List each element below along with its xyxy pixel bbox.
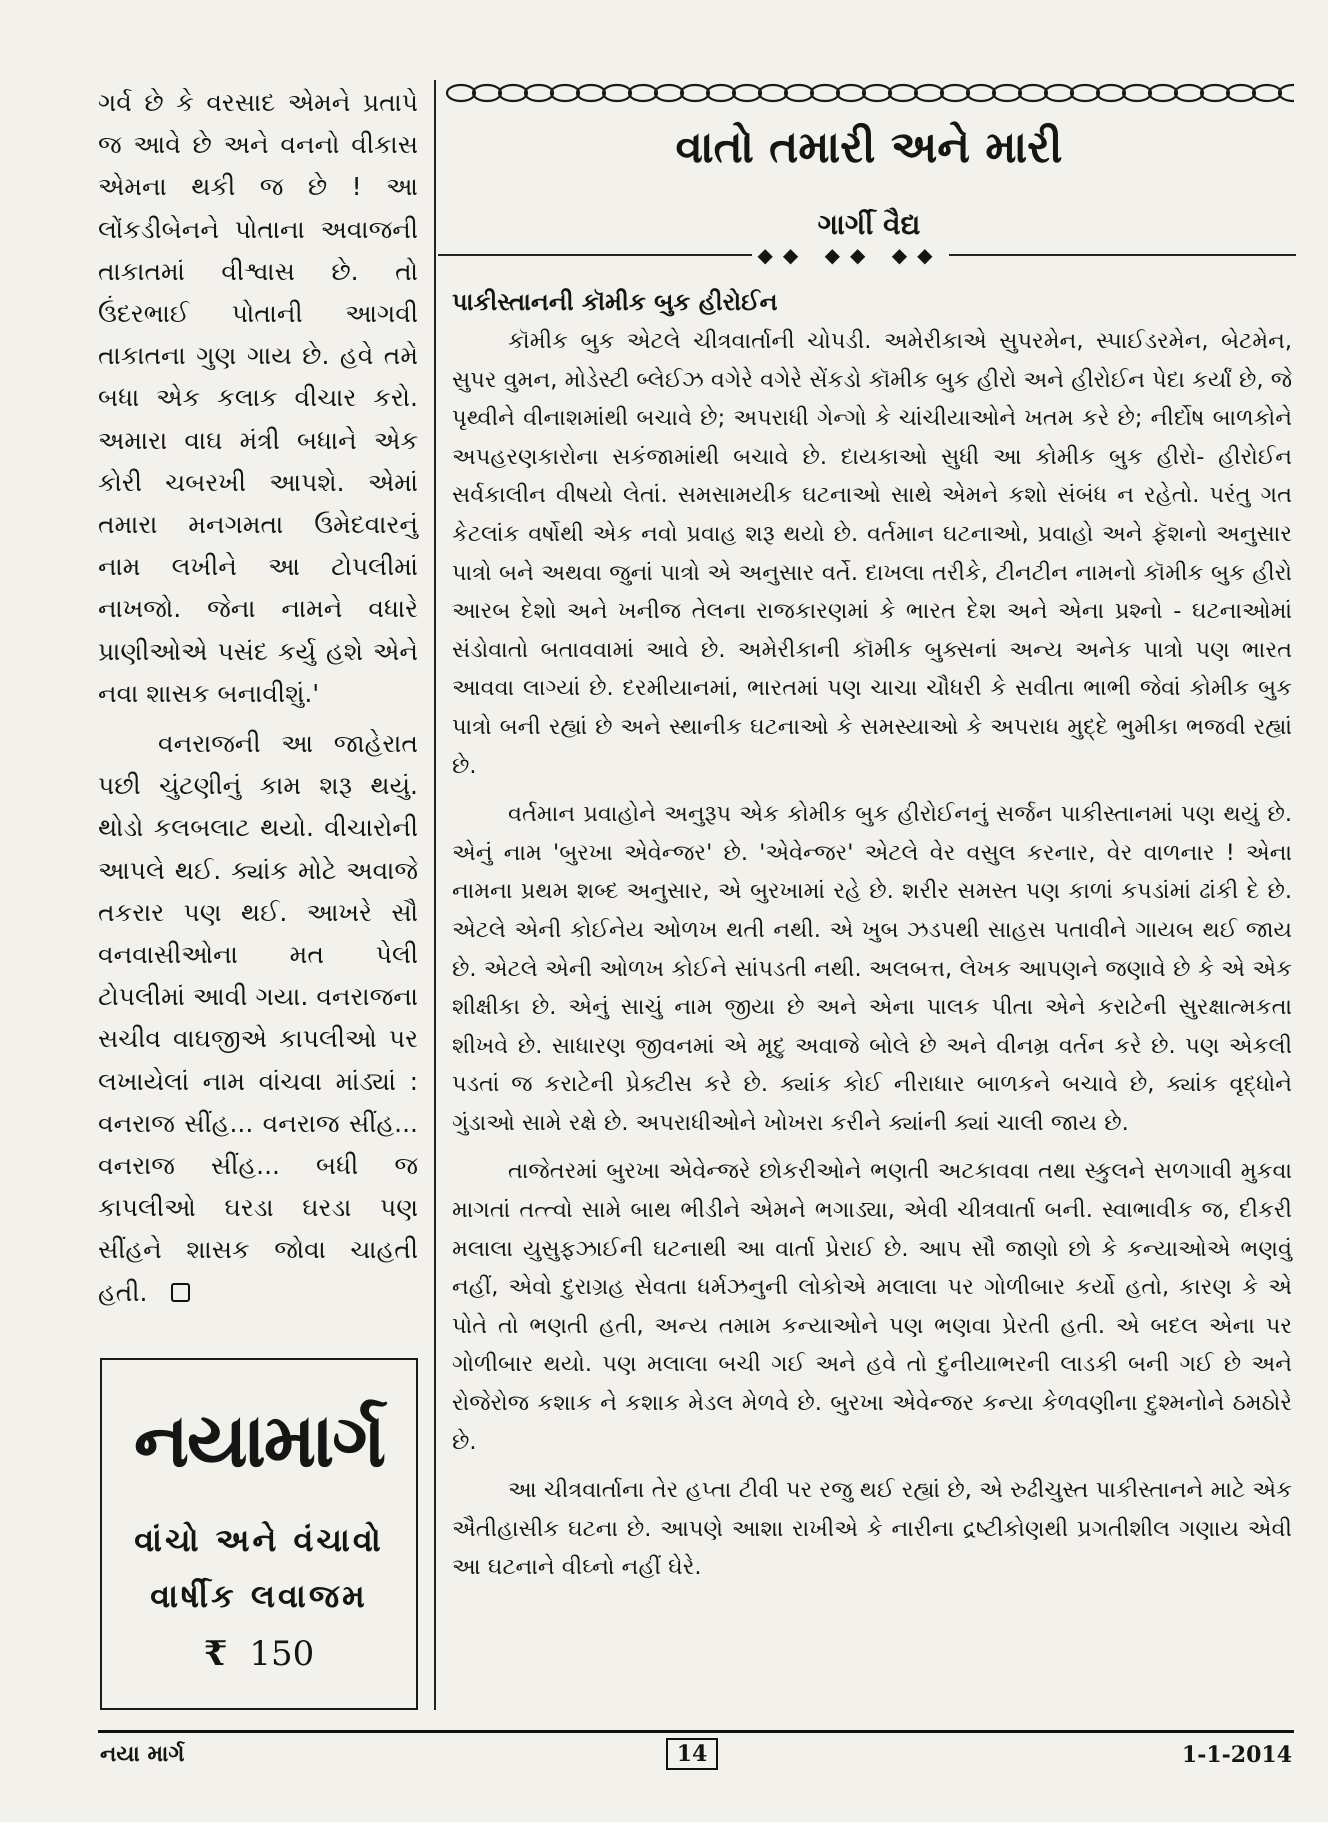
chain-link [1149,85,1177,101]
chain-link [785,85,813,101]
ad-subscription-label: વાર્ષીક લવાજમ [150,1577,368,1615]
subscription-ad [100,1358,418,1710]
rupee-icon: ₹ [203,1634,228,1674]
chain-link [889,85,917,101]
article-author: ગાર્ગી વૈદ્ય [817,208,921,241]
chain-link [1175,85,1203,101]
chain-link [1097,85,1125,101]
chain-link [1019,85,1047,101]
chain-border-ornament [444,80,1294,106]
chain-link [1227,85,1255,101]
diamond-ornament-icon: ◆◆ ◆◆ ◆◆ [700,240,1000,270]
chain-link [1201,85,1229,101]
chain-link [967,85,995,101]
article-paragraph-1: કૉમીક બુક એટલે ચીત્રવાર્તાની ચોપડી. અમેરીકાએ સુપરમેન, સ્પાઈડરમેન, બેટમેન, સુપર વુમન, મોડેસ્ટી બ્લેઈઝ વગેરે વગેરે સેંકડો કૉમીક બુક હીરો અને હીરોઈન પેદા કર્યાં છે, જે પૃથ્વીને વીનાશમાંથી બચાવે છે; અપરાધી ગેન્ગો કે ચાંચીયાઓને ખતમ કરે છે; નીર્દોષ બાળકોને અપહરણકારોના સકંજામાંથી બચાવે છે. દાયકાઓ સુધી આ કોમીક બુક હીરો- હીરોઈન સર્વકાલીન વીષયો લેતાં. સમસામયીક ઘટનાઓ સાથે એમને કશો સંબંધ ન રહેતો. પરંતુ ગત કેટલાંક વર્ષોથી એક નવો પ્રવાહ શરૂ થયો છે. વર્તમાન ઘટનાઓ, પ્રવાહો અને ફૅશનો અનુસાર પાત્રો બને અથવા જુનાં પાત્રો એ અનુસાર વર્તે. દાખલા તરીકે, ટીનટીન નામનો કૉમીક બુક હીરો આરબ દેશો અને ખનીજ તેલના રાજકારણમાં કે ભારત દેશ અને એના પ્રશ્નો - ઘટનાઓમાં સંડોવાતો બતાવવામાં આવે છે. અમેરીકાની કૉમીક બુક્સનાં અન્ય અનેક પાત્રો પણ ભારત આવવા લાગ્યાં છે. દરમીયાનમાં, ભારતમાં પણ ચાચા ચૌધરી કે સવીતા ભાભી જેવાં કોમીક બુક પાત્રો બની રહ્યાં છે અને સ્થાનીક ઘટનાઓ કે સમસ્યાઓ કે અપરાધ મુદ્દે ભુમીકા ભજવી રહ્યાં છે. [452,328,1292,779]
chain-link [707,85,735,101]
chain-link [473,85,501,101]
left-column [98,82,418,1322]
issue-date: 1-1-2014 [1181,1742,1292,1768]
page-number: 14 [666,1738,718,1770]
chain-link [1045,85,1073,101]
chain-link [447,85,475,101]
chain-link [733,85,761,101]
article-paragraph-4: આ ચીત્રવાર્તાના તેર હપ્તા ટીવી પર રજુ થઈ રહ્યાં છે, એ રુઢીચુસ્ત પાકીસ્તાનને માટે એક ઐતીહાસીક ઘટના છે. આપણે આશા રાખીએ કે નારીના દ્રષ્ટીકોણથી પ્રગતીશીલ ગણાય એવી આ ઘટનાને વીઘ્નો નહીં ઘેરે. [452,1477,1292,1581]
chain-link [551,85,579,101]
chain-link [941,85,969,101]
end-of-story-icon [171,1283,190,1302]
chain-link [603,85,631,101]
chain-link [1123,85,1151,101]
article-paragraph-3: તાજેતરમાં બુરખા એવેન્જરે છોકરીઓને ભણતી અટકાવવા તથા સ્કુલને સળગાવી મુકવા માગતાં તત્ત્વો સામે બાથ ભીડીને એમને ભગાડ્યા, એવી ચીત્રવાર્તા બની. સ્વાભાવીક જ, દીકરી મલાલા યુસુફઝાઈની ઘટનાથી આ વાર્તા પ્રેરાઈ છે. આપ સૌ જાણો છો કે કન્યાઓએ ભણવું નહીં, એવો દુરાગ્રહ સેવતા ધર્મઝનુની લોકોએ મલાલા પર ગોળીબાર કર્યો હતો, કારણ કે એ પોતે તો ભણતી હતી, અન્ય તમામ કન્યાઓને પણ ભણવા પ્રેરતી હતી. એ બદલ એના પર ગોળીબાર થયો. પણ મલાલા બચી ગઈ અને હવે તો દુનીયાભરની લાડકી બની ગઈ છે અને રોજેરોજ કશાક ને કશાક મેડલ મેળવે છે. બુરખા એવેન્જર કન્યા કેળવણીના દુશ્મનોને ઠમઠોરે છે. [452,1158,1292,1455]
ad-price-value: 150 [249,1634,315,1674]
ad-title: નયામાર્ગ [133,1398,385,1484]
ad-tagline: વાંચો અને વંચાવો [134,1521,384,1559]
chain-link [837,85,865,101]
chain-link [499,85,527,101]
ad-price [102,1634,416,1674]
chain-link [655,85,683,101]
left-paragraph-1: ગર્વ છે કે વરસાદ એમને પ્રતાપે જ આવે છે અને વનનો વીકાસ એમના થકી જ છે ! આ લોંકડીબેનને પોતાના અવાજની તાકાતમાં વીશ્વાસ છે. તો ઉંદરભાઈ પોતાની આગવી તાકાતના ગુણ ગાય છે. હવે તમે બધા એક કલાક વીચાર કરો. અમારા વાઘ મંત્રી બધાને એક કોરી ચબરખી આપશે. એમાં તમારા મનગમતા ઉમેદવારનું નામ લખીને આ ટોપલીમાં નાખજો. જેના નામને વધારે પ્રાણીઓએ પસંદ કર્યુ હશે એને નવા શાસક બનાવીશું.' [98,88,418,708]
chain-link [915,85,943,101]
chain-link [759,85,787,101]
chain-link [811,85,839,101]
article-paragraph-2: વર્તમાન પ્રવાહોને અનુરૂપ એક કોમીક બુક હીરોઈનનું સર્જન પાકીસ્તાનમાં પણ થયું છે. એનું નામ 'બુરખા એવેન્જર' છે. 'એવેન્જર' એટલે વેર વસુલ કરનાર, વેર વાળનાર ! એના નામના પ્રથમ શબ્દ અનુસાર, એ બુરખામાં રહે છે. શરીર સમસ્ત પણ કાળાં કપડાંમાં ઢાંકી દે છે. એટલે એની કોઈનેય ઓળખ થતી નથી. એ ખુબ ઝડપથી સાહસ પતાવીને ગાયબ થઈ જાય છે. એટલે એની ઓળખ કોઈને સાંપડતી નથી. અલબત્ત, લેખક આપણને જણાવે છે કે એ એક શીક્ષીકા છે. એનું સાચું નામ જીયા છે અને એના પાલક પીતા એને કરાટેની સુરક્ષાત્મકતા શીખવે છે. સાધારણ જીવનમાં એ મૃદુ અવાજે બોલે છે અને વીનમ્ર વર્તન કરે છે. પણ એકલી પડતાં જ કરાટેની પ્રેક્ટીસ કરે છે. ક્યાંક કોઈ નીરાધાર બાળકને બચાવે છે, ક્યાંક વૃદ્ધોને ગુંડાઓ સામે રક્ષે છે. અપરાધીઓને ખોખરા કરીને ક્યાંની ક્યાં ચાલી જાય છે. [452,801,1292,1136]
chain-link [863,85,891,101]
chain-link [525,85,553,101]
chain-link [629,85,657,101]
column-divider [434,80,436,1710]
left-paragraph-2 [98,723,418,1314]
footer-publication: નયા માર્ગ [100,1742,185,1767]
left-paragraph-2-text: વનરાજની આ જાહેરાત પછી ચુંટણીનું કામ શરૂ થયું. થોડો કલબલાટ થયો. વીચારોની આપલે થઈ. ક્યાંક મોટે અવાજે તકરાર પણ થઈ. આખરે સૌ વનવાસીઓના મત પેલી ટોપલીમાં આવી ગયા. વનરાજના સચીવ વાઘજીએ કાપલીઓ પર લખાયેલાં નામ વાંચવા માંડ્યાં : વનરાજ સીંહ... વનરાજ સીંહ... વનરાજ સીંહ... બધી જ કાપલીઓ ઘરડા ઘરડા પણ સીંહને શાસક જોવા ચાહતી હતી. [98,729,418,1307]
footer-rule [98,1730,1294,1733]
chain-link [577,85,605,101]
chain-link [681,85,709,101]
article-title: વાતો તમારી અને મારી [675,122,1063,173]
chain-link [993,85,1021,101]
article-body [452,284,1292,1597]
article-subheading: પાકીસ્તાનની કૉમીક બુક હીરોઈન [452,288,778,316]
chain-link [1253,85,1281,101]
chain-link [1071,85,1099,101]
